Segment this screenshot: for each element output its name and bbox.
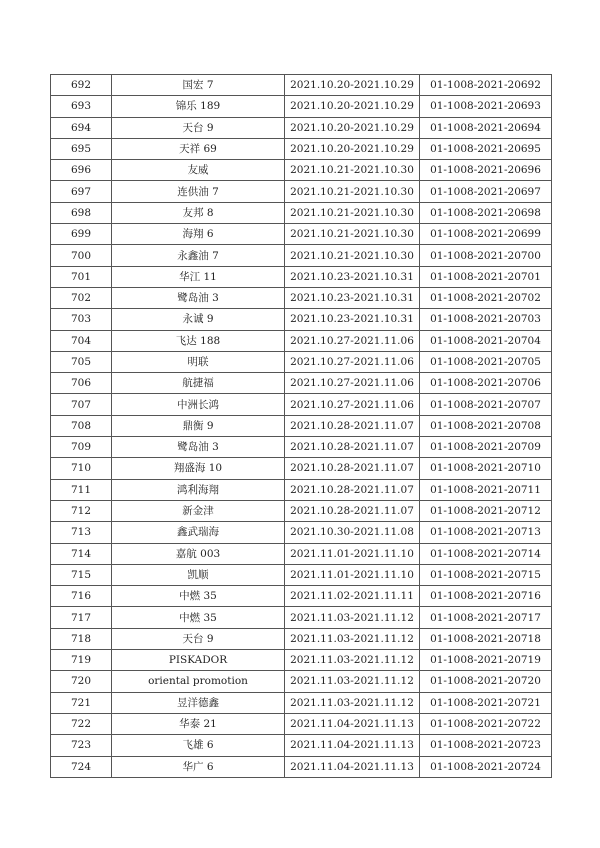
validity-period-cell: 2021.11.04-2021.11.13	[285, 713, 420, 734]
row-number-cell: 706	[51, 373, 112, 394]
certificate-code-cell: 01-1008-2021-20714	[420, 543, 552, 564]
certificate-code-cell: 01-1008-2021-20711	[420, 479, 552, 500]
table-row	[51, 458, 552, 479]
table-row	[51, 117, 552, 138]
vessel-name-cell: 国宏 7	[112, 75, 285, 96]
table-row	[51, 330, 552, 351]
row-number-cell: 702	[51, 287, 112, 308]
table-row	[51, 607, 552, 628]
row-number-cell: 716	[51, 586, 112, 607]
row-number-cell: 723	[51, 735, 112, 756]
certificate-code-cell: 01-1008-2021-20698	[420, 202, 552, 223]
row-number-cell: 703	[51, 309, 112, 330]
vessel-name-cell: 嘉航 003	[112, 543, 285, 564]
certificate-code-cell: 01-1008-2021-20715	[420, 564, 552, 585]
certificate-code-cell: 01-1008-2021-20712	[420, 500, 552, 521]
validity-period-cell: 2021.11.03-2021.11.12	[285, 671, 420, 692]
validity-period-cell: 2021.10.21-2021.10.30	[285, 245, 420, 266]
table-row	[51, 266, 552, 287]
certificate-code-cell: 01-1008-2021-20694	[420, 117, 552, 138]
validity-period-cell: 2021.10.23-2021.10.31	[285, 266, 420, 287]
vessel-name-cell: 昱洋德鑫	[112, 692, 285, 713]
vessel-name-cell: 飞雄 6	[112, 735, 285, 756]
vessel-name-cell: 翔盛海 10	[112, 458, 285, 479]
vessel-name-cell: 天祥 69	[112, 138, 285, 159]
vessel-name-cell: 华泰 21	[112, 713, 285, 734]
vessel-name-cell: 永诚 9	[112, 309, 285, 330]
certificate-code-cell: 01-1008-2021-20720	[420, 671, 552, 692]
validity-period-cell: 2021.10.21-2021.10.30	[285, 202, 420, 223]
certificate-code-cell: 01-1008-2021-20704	[420, 330, 552, 351]
vessel-name-cell: 永鑫油 7	[112, 245, 285, 266]
row-number-cell: 696	[51, 160, 112, 181]
table-row	[51, 202, 552, 223]
table-row	[51, 479, 552, 500]
table-row	[51, 224, 552, 245]
vessel-name-cell: 航捷福	[112, 373, 285, 394]
validity-period-cell: 2021.11.01-2021.11.10	[285, 564, 420, 585]
vessel-name-cell: 中洲长鸿	[112, 394, 285, 415]
vessel-name-cell: 华江 11	[112, 266, 285, 287]
row-number-cell: 710	[51, 458, 112, 479]
certificate-code-cell: 01-1008-2021-20697	[420, 181, 552, 202]
row-number-cell: 692	[51, 75, 112, 96]
vessel-name-cell: 友威	[112, 160, 285, 181]
row-number-cell: 699	[51, 224, 112, 245]
table-row	[51, 309, 552, 330]
validity-period-cell: 2021.10.28-2021.11.07	[285, 415, 420, 436]
validity-period-cell: 2021.10.20-2021.10.29	[285, 96, 420, 117]
certificate-code-cell: 01-1008-2021-20707	[420, 394, 552, 415]
table-row	[51, 245, 552, 266]
certificate-code-cell: 01-1008-2021-20716	[420, 586, 552, 607]
certificate-code-cell: 01-1008-2021-20692	[420, 75, 552, 96]
row-number-cell: 704	[51, 330, 112, 351]
vessel-name-cell: 友邦 8	[112, 202, 285, 223]
table-row	[51, 373, 552, 394]
vessel-name-cell: 凯顺	[112, 564, 285, 585]
row-number-cell: 697	[51, 181, 112, 202]
vessel-name-cell: 新金津	[112, 500, 285, 521]
certificate-code-cell: 01-1008-2021-20723	[420, 735, 552, 756]
vessel-name-cell: 中燃 35	[112, 586, 285, 607]
row-number-cell: 698	[51, 202, 112, 223]
row-number-cell: 694	[51, 117, 112, 138]
table-row	[51, 713, 552, 734]
table-row	[51, 671, 552, 692]
certificate-code-cell: 01-1008-2021-20717	[420, 607, 552, 628]
vessel-name-cell: 天台 9	[112, 628, 285, 649]
certificate-code-cell: 01-1008-2021-20696	[420, 160, 552, 181]
table-row	[51, 96, 552, 117]
validity-period-cell: 2021.10.28-2021.11.07	[285, 500, 420, 521]
vessel-name-cell: oriental promotion	[112, 671, 285, 692]
validity-period-cell: 2021.10.28-2021.11.07	[285, 479, 420, 500]
validity-period-cell: 2021.10.20-2021.10.29	[285, 75, 420, 96]
validity-period-cell: 2021.11.03-2021.11.12	[285, 607, 420, 628]
row-number-cell: 707	[51, 394, 112, 415]
vessel-name-cell: 飞达 188	[112, 330, 285, 351]
table-row	[51, 628, 552, 649]
vessel-name-cell: 天台 9	[112, 117, 285, 138]
vessel-name-cell: 明联	[112, 351, 285, 372]
vessel-name-cell: 海翔 6	[112, 224, 285, 245]
row-number-cell: 693	[51, 96, 112, 117]
certificate-code-cell: 01-1008-2021-20718	[420, 628, 552, 649]
row-number-cell: 718	[51, 628, 112, 649]
validity-period-cell: 2021.10.23-2021.10.31	[285, 287, 420, 308]
table-row	[51, 522, 552, 543]
vessel-name-cell: 鑫武瑞海	[112, 522, 285, 543]
validity-period-cell: 2021.10.27-2021.11.06	[285, 373, 420, 394]
row-number-cell: 715	[51, 564, 112, 585]
certificate-code-cell: 01-1008-2021-20708	[420, 415, 552, 436]
validity-period-cell: 2021.10.27-2021.11.06	[285, 394, 420, 415]
row-number-cell: 701	[51, 266, 112, 287]
validity-period-cell: 2021.10.27-2021.11.06	[285, 351, 420, 372]
validity-period-cell: 2021.10.28-2021.11.07	[285, 458, 420, 479]
certificate-code-cell: 01-1008-2021-20699	[420, 224, 552, 245]
table-row	[51, 500, 552, 521]
validity-period-cell: 2021.11.01-2021.11.10	[285, 543, 420, 564]
row-number-cell: 714	[51, 543, 112, 564]
table-row	[51, 756, 552, 777]
certificate-code-cell: 01-1008-2021-20706	[420, 373, 552, 394]
validity-period-cell: 2021.10.20-2021.10.29	[285, 117, 420, 138]
record-table	[50, 74, 552, 778]
table-row	[51, 543, 552, 564]
row-number-cell: 713	[51, 522, 112, 543]
vessel-name-cell: 中燃 35	[112, 607, 285, 628]
validity-period-cell: 2021.11.02-2021.11.11	[285, 586, 420, 607]
table-body	[51, 75, 552, 778]
vessel-name-cell: PISKADOR	[112, 650, 285, 671]
vessel-name-cell: 锦乐 189	[112, 96, 285, 117]
vessel-name-cell: 鸿利海翔	[112, 479, 285, 500]
row-number-cell: 717	[51, 607, 112, 628]
certificate-code-cell: 01-1008-2021-20693	[420, 96, 552, 117]
validity-period-cell: 2021.10.28-2021.11.07	[285, 437, 420, 458]
certificate-code-cell: 01-1008-2021-20695	[420, 138, 552, 159]
validity-period-cell: 2021.10.21-2021.10.30	[285, 181, 420, 202]
row-number-cell: 708	[51, 415, 112, 436]
row-number-cell: 719	[51, 650, 112, 671]
validity-period-cell: 2021.10.20-2021.10.29	[285, 138, 420, 159]
table-row	[51, 650, 552, 671]
certificate-code-cell: 01-1008-2021-20700	[420, 245, 552, 266]
table-row	[51, 564, 552, 585]
validity-period-cell: 2021.10.21-2021.10.30	[285, 224, 420, 245]
row-number-cell: 695	[51, 138, 112, 159]
validity-period-cell: 2021.11.03-2021.11.12	[285, 692, 420, 713]
certificate-code-cell: 01-1008-2021-20719	[420, 650, 552, 671]
table-row	[51, 287, 552, 308]
validity-period-cell: 2021.11.03-2021.11.12	[285, 650, 420, 671]
certificate-code-cell: 01-1008-2021-20710	[420, 458, 552, 479]
table-row	[51, 437, 552, 458]
table-row	[51, 138, 552, 159]
table-row	[51, 181, 552, 202]
validity-period-cell: 2021.11.04-2021.11.13	[285, 756, 420, 777]
certificate-code-cell: 01-1008-2021-20702	[420, 287, 552, 308]
vessel-name-cell: 鹭岛油 3	[112, 437, 285, 458]
table-row	[51, 586, 552, 607]
certificate-code-cell: 01-1008-2021-20722	[420, 713, 552, 734]
table-row	[51, 160, 552, 181]
validity-period-cell: 2021.11.04-2021.11.13	[285, 735, 420, 756]
validity-period-cell: 2021.11.03-2021.11.12	[285, 628, 420, 649]
table-row	[51, 75, 552, 96]
vessel-name-cell: 鹭岛油 3	[112, 287, 285, 308]
row-number-cell: 721	[51, 692, 112, 713]
certificate-code-cell: 01-1008-2021-20701	[420, 266, 552, 287]
row-number-cell: 700	[51, 245, 112, 266]
validity-period-cell: 2021.10.27-2021.11.06	[285, 330, 420, 351]
validity-period-cell: 2021.10.23-2021.10.31	[285, 309, 420, 330]
row-number-cell: 711	[51, 479, 112, 500]
table-row	[51, 692, 552, 713]
certificate-code-cell: 01-1008-2021-20721	[420, 692, 552, 713]
row-number-cell: 705	[51, 351, 112, 372]
certificate-code-cell: 01-1008-2021-20724	[420, 756, 552, 777]
row-number-cell: 720	[51, 671, 112, 692]
row-number-cell: 724	[51, 756, 112, 777]
vessel-name-cell: 鼎衡 9	[112, 415, 285, 436]
certificate-code-cell: 01-1008-2021-20703	[420, 309, 552, 330]
validity-period-cell: 2021.10.30-2021.11.08	[285, 522, 420, 543]
row-number-cell: 709	[51, 437, 112, 458]
row-number-cell: 722	[51, 713, 112, 734]
vessel-name-cell: 华广 6	[112, 756, 285, 777]
table-row	[51, 415, 552, 436]
validity-period-cell: 2021.10.21-2021.10.30	[285, 160, 420, 181]
table-row	[51, 394, 552, 415]
row-number-cell: 712	[51, 500, 112, 521]
certificate-code-cell: 01-1008-2021-20709	[420, 437, 552, 458]
certificate-code-cell: 01-1008-2021-20705	[420, 351, 552, 372]
vessel-name-cell: 连供油 7	[112, 181, 285, 202]
table-row	[51, 351, 552, 372]
table-row	[51, 735, 552, 756]
certificate-code-cell: 01-1008-2021-20713	[420, 522, 552, 543]
